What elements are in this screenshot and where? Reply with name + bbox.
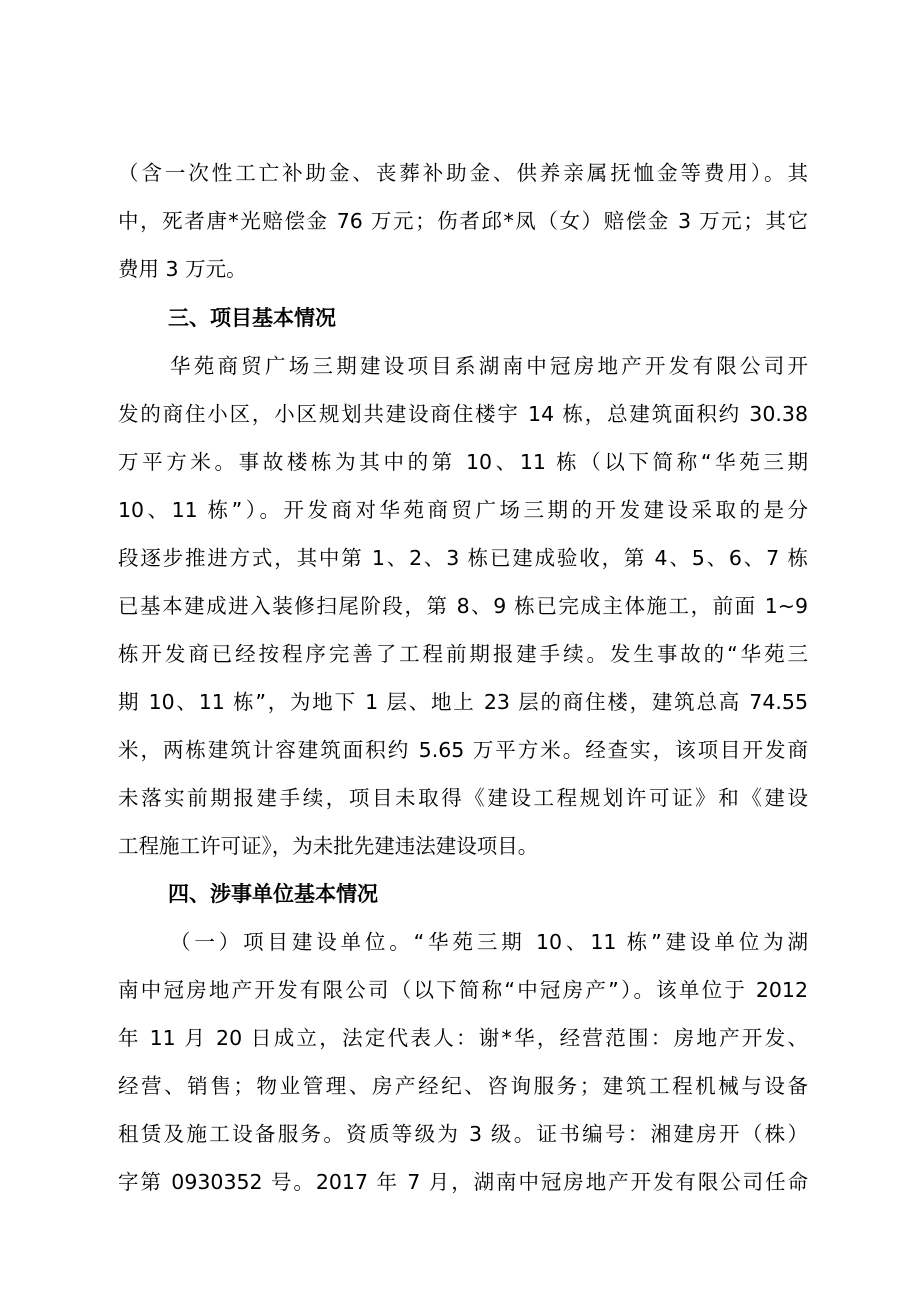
paragraph-line: 万平方米。事故楼栋为其中的第 10、11 栋（以下简称“华苑三期 xyxy=(118,450,808,474)
paragraph-line: 华苑商贸广场三期建设项目系湖南中冠房地产开发有限公司开 xyxy=(170,354,808,378)
paragraph-line: 未落实前期报建手续，项目未取得《建设工程规划许可证》和《建设 xyxy=(118,786,808,810)
paragraph-line: 中，死者唐*光赔偿金 76 万元；伤者邱*凤（女）赔偿金 3 万元；其它 xyxy=(118,209,808,233)
paragraph-line: （含一次性工亡补助金、丧葬补助金、供养亲属抚恤金等费用）。其 xyxy=(118,161,808,185)
paragraph-line: 发的商住小区，小区规划共建设商住楼宇 14 栋，总建筑面积约 30.38 xyxy=(118,402,808,426)
paragraph-line: 10、11 栋”）。开发商对华苑商贸广场三期的开发建设采取的是分 xyxy=(118,498,808,522)
section-heading-4: 四、涉事单位基本情况 xyxy=(168,882,378,906)
paragraph-line: 段逐步推进方式，其中第 1、2、3 栋已建成验收，第 4、5、6、7 栋 xyxy=(118,546,808,570)
paragraph-line: 米，两栋建筑计容建筑面积约 5.65 万平方米。经查实，该项目开发商 xyxy=(118,738,808,762)
paragraph-line: 租赁及施工设备服务。资质等级为 3 级。证书编号：湘建房开（株） xyxy=(118,1122,808,1146)
paragraph-line: 栋开发商已经按程序完善了工程前期报建手续。发生事故的“华苑三 xyxy=(118,642,808,666)
paragraph-line: 经营、销售；物业管理、房产经纪、咨询服务；建筑工程机械与设备 xyxy=(118,1074,808,1098)
paragraph-line: 费用 3 万元。 xyxy=(118,257,247,281)
paragraph-line: 南中冠房地产开发有限公司（以下简称“中冠房产”）。该单位于 2012 xyxy=(118,978,808,1002)
paragraph-line: 期 10、11 栋”，为地下 1 层、地上 23 层的商住楼，建筑总高 74.55 xyxy=(118,690,808,714)
paragraph-line: （一）项目建设单位。“华苑三期 10、11 栋”建设单位为湖 xyxy=(170,930,808,954)
paragraph-line: 工程施工许可证》，为未批先建违法建设项目。 xyxy=(118,834,539,858)
section-heading-3: 三、项目基本情况 xyxy=(168,306,336,330)
paragraph-line: 已基本建成进入装修扫尾阶段，第 8、9 栋已完成主体施工，前面 1~9 xyxy=(118,594,808,618)
paragraph-line: 字第 0930352 号。2017 年 7 月，湖南中冠房地产开发有限公司任命 xyxy=(118,1170,808,1194)
paragraph-line: 年 11 月 20 日成立，法定代表人：谢*华，经营范围：房地产开发、 xyxy=(118,1026,808,1050)
